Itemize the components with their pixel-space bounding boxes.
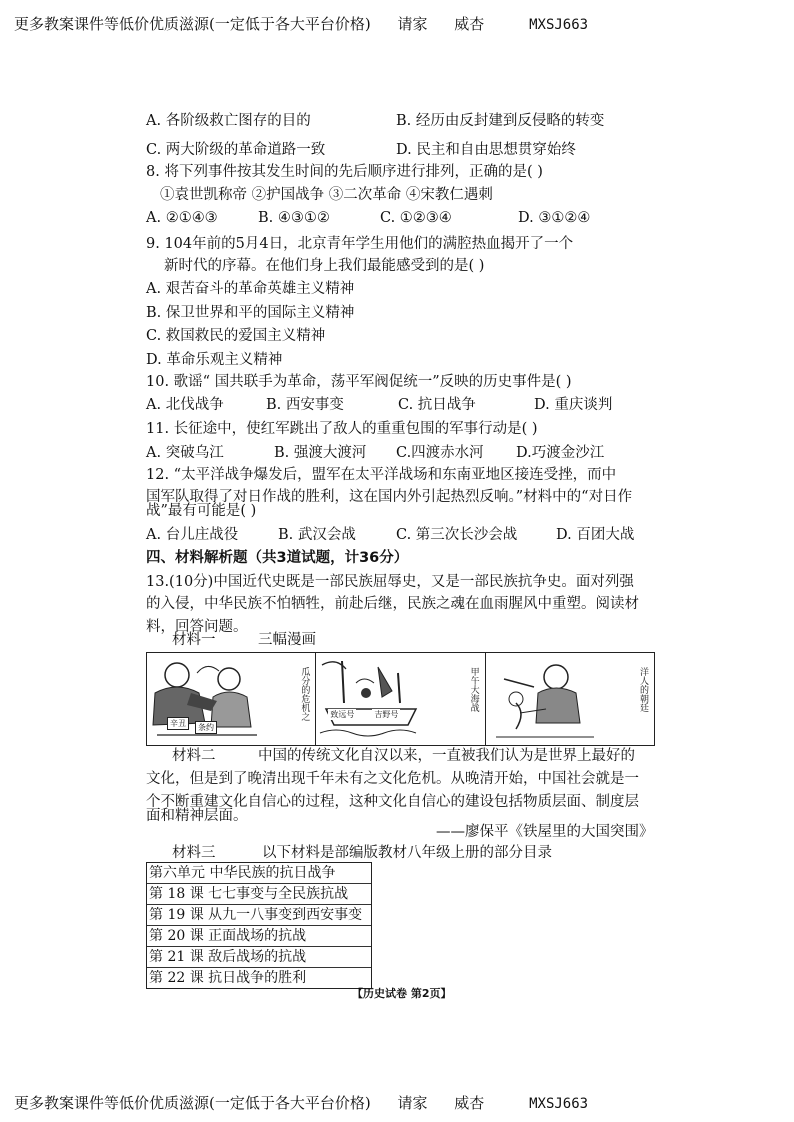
banner-text: 更多教案课件等低价优质滋源(一定低于各大平台价格): [14, 1094, 371, 1112]
promo-banner-bottom: [14, 1092, 588, 1113]
q8-option-a: A. ②①④③: [146, 210, 218, 226]
material-3-label: 材料三: [172, 845, 216, 861]
cartoon-panel-2-caption: 甲午大海战: [468, 667, 479, 712]
promo-banner-top: [14, 13, 588, 34]
q11-option-d: D.巧渡金沙江: [516, 445, 605, 461]
material-2-line-1: 中国的传统文化自汉以来，一直被我们认为是世界上最好的: [258, 748, 635, 764]
banner-contact-2: 威杏: [454, 15, 485, 33]
q10-option-c: C. 抗日战争: [398, 397, 476, 413]
q8-items: ①袁世凯称帝 ②护国战争 ③二次革命 ④宋教仁遇刺: [160, 187, 493, 203]
q11-option-a: A. 突破乌江: [146, 445, 224, 461]
toc-row: 第 20 课 正面战场的抗战: [147, 926, 371, 947]
toc-row: 第 19 课 从九一八事变到西安事变: [147, 905, 371, 926]
q9-option-d: D. 革命乐观主义精神: [146, 352, 283, 368]
q10-option-b: B. 西安事变: [266, 397, 344, 413]
cartoon-strip: [146, 652, 655, 746]
q11-stem: 11. 长征途中，使红军跳出了敌人的重重包围的军事行动是( ): [146, 421, 538, 437]
q12-stem-1: 12. “太平洋战争爆发后，盟军在太平洋战场和东南亚地区接连受挫，而中: [146, 467, 617, 483]
q11-options: [146, 443, 604, 463]
banner-contact-2: 威杏: [454, 1094, 485, 1112]
cartoon-panel-1: [147, 653, 316, 745]
q8-option-d: D. ③①②④: [518, 210, 591, 226]
material-2-label: 材料二: [172, 748, 216, 764]
q12-option-c: C. 第三次长沙会战: [396, 527, 518, 543]
cartoon-ship-label-2: 吉野号: [374, 710, 399, 719]
cartoon-naval-battle-illustration: [316, 653, 440, 745]
toc-row: 第 22 课 抗日战争的胜利: [149, 970, 307, 986]
q12-options: [146, 525, 634, 545]
toc-row: 第六单元 中华民族的抗日战争: [147, 863, 371, 884]
material-2-first-line: [172, 746, 635, 766]
q9-option-a: A. 艰苦奋斗的革命英雄主义精神: [146, 281, 355, 297]
toc-row: 第 21 课 敌后战场的抗战: [147, 947, 371, 968]
q12-stem-3: 战”最有可能是( ): [146, 503, 257, 519]
page-footer-label: 【历史试卷 第2页】: [352, 987, 452, 1000]
material-2-line-3: 个不断重建文化自信心的过程，这种文化自信心的建设包括物质层面、制度层: [146, 794, 639, 810]
banner-contact-1: 请家: [397, 15, 428, 33]
q9-option-b: B. 保卫世界和平的国际主义精神: [146, 305, 355, 321]
q10-stem: 10. 歌谣“ 国共联手为革命，荡平军阀促统一”反映的历史事件是( ): [146, 374, 572, 390]
q11-option-c: C.四渡赤水河: [396, 445, 484, 461]
material-1-label: 材料一: [172, 632, 216, 648]
q12-stem-2: 国军队取得了对日作战的胜利，这在国内外引起热烈反响。”材料中的“对日作: [146, 489, 633, 505]
cartoon-ship-label-1: 致远号: [330, 710, 355, 719]
toc-row: 第 18 课 七七事变与全民族抗战: [147, 884, 371, 905]
q7-option-c: C. 两大阶级的革命道路一致: [146, 142, 326, 158]
q11-option-b: B. 强渡大渡河: [274, 445, 367, 461]
cartoon-panel-3: [486, 653, 654, 745]
section-4-title: 四、材料解析题（共3道试题，计36分）: [146, 550, 409, 566]
textbook-contents-table: [146, 862, 372, 989]
q7-option-b: B. 经历由反封建到反侵略的转变: [396, 113, 605, 129]
q8-option-c: C. ①②③④: [380, 210, 452, 226]
q10-option-a: A. 北伐战争: [146, 397, 224, 413]
q13-stem-1: 13.(10分)中国近代史既是一部民族屈辱史，又是一部民族抗争史。面对列强: [146, 574, 634, 590]
banner-contact-1: 请家: [397, 1094, 428, 1112]
material-2-line-2: 文化，但是到了晚清出现千年未有之文化危机。从晚清开始，中国社会就是一: [146, 771, 639, 787]
q9-stem-2: 新时代的序幕。在他们身上我们最能感受到的是( ): [164, 258, 485, 274]
q12-option-d: D. 百团大战: [556, 527, 635, 543]
q8-option-b: B. ④③①②: [258, 210, 330, 226]
cartoon-panel-2: [316, 653, 485, 745]
banner-text: 更多教案课件等低价优质滋源(一定低于各大平台价格): [14, 15, 371, 33]
material-3-intro: 以下材料是部编版教材八年级上册的部分目录: [262, 845, 552, 861]
material-3-heading: [172, 843, 552, 863]
q7-options-row-2: [146, 140, 576, 160]
q13-stem-2: 的入侵，中华民族不怕牺牲，前赴后继，民族之魂在血雨腥风中重塑。阅读材: [146, 596, 639, 612]
q10-options: [146, 395, 612, 415]
q13-stem-3: 料，回答问题。: [146, 619, 248, 635]
cartoon-panel-3-caption: 洋人的朝廷: [637, 667, 648, 712]
q7-options-row-1: [146, 111, 604, 131]
material-1-title: 三幅漫画: [258, 632, 316, 648]
q8-stem: 8. 将下列事件按其发生时间的先后顺序进行排列，正确的是( ): [146, 164, 543, 180]
material-1-heading: [172, 630, 316, 650]
cartoon-panel-1-caption: 瓜分的危机之: [299, 667, 310, 721]
q7-option-a: A. 各阶级救亡图存的目的: [146, 113, 311, 129]
banner-code: MXSJ663: [529, 1096, 589, 1112]
q9-stem-1: 9. 104年前的5月4日，北京青年学生用他们的满腔热血揭开了一个: [146, 236, 574, 252]
material-2-line-4: 面和精神层面。: [146, 808, 248, 824]
q7-option-d: D. 民主和自由思想贯穿始终: [396, 142, 576, 158]
cartoon-box-label-1: 辛丑: [167, 717, 189, 730]
cartoon-box-label-2: 条约: [195, 721, 217, 734]
banner-code: MXSJ663: [529, 17, 589, 33]
material-2-source: ——廖保平《铁屋里的大国突围》: [436, 824, 654, 840]
q12-option-b: B. 武汉会战: [278, 527, 356, 543]
q10-option-d: D. 重庆谈判: [534, 397, 613, 413]
q9-option-c: C. 救国救民的爱国主义精神: [146, 328, 326, 344]
cartoon-puppet-court-illustration: [486, 653, 610, 745]
q12-option-a: A. 台儿庄战役: [146, 527, 239, 543]
q8-options: [146, 208, 590, 228]
